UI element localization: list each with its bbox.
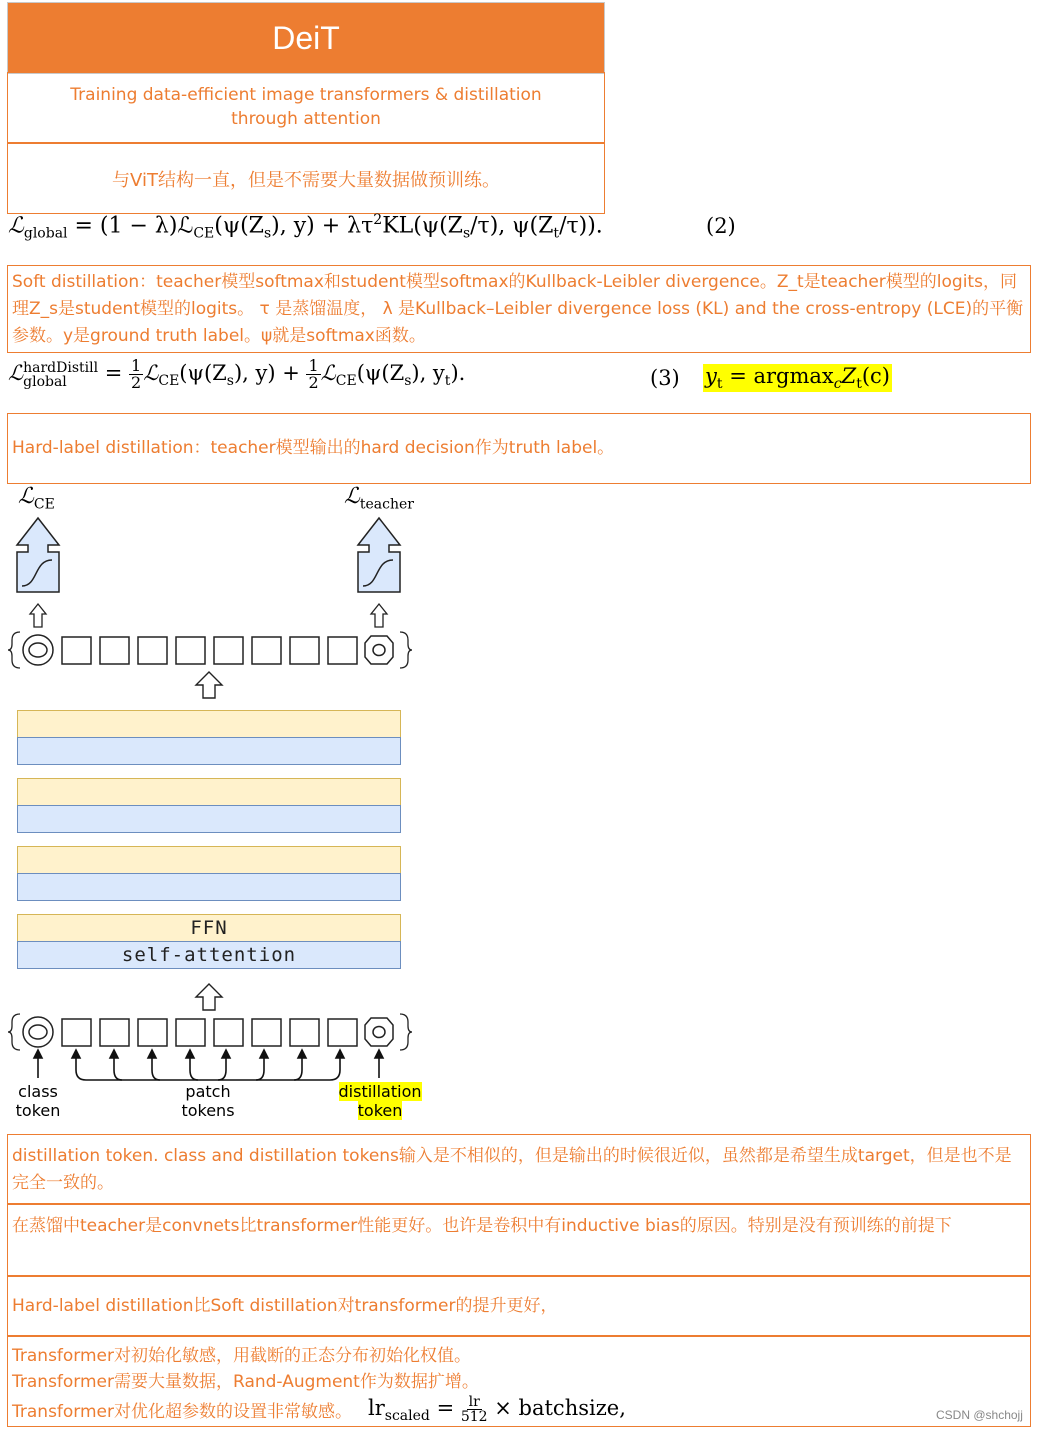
training-tips-note (7, 1336, 1031, 1427)
teacher-head-icon (358, 518, 400, 592)
watermark: CSDN @shchojj (936, 1408, 1023, 1422)
soft-distillation-equation: ℒ$_{global}$ = $(1 - \lambda)ℒ_{CE}(\psi(Z_s)$, $y) + \lambda\tau^2KL(\psi(Z_s/\tau)$, $\psi(Z_t/\tau)$). (8, 212, 603, 242)
tip-hyperparameters: Transformer对优化超参数的设置非常敏感。 $lr_{scaled}$ = $\frac{lr}{512}$ × batchsize, (12, 1395, 1026, 1429)
yt-definition: $y_t = argmax_cZ_t(c)$ (705, 364, 890, 393)
equation-number-2: (2) (706, 214, 736, 238)
loss-ce-label: ℒ$_{CE}$ (18, 484, 55, 513)
equation-number-3: (3) (650, 366, 680, 390)
distillation-token-note: distillation token. class and distillation tokens输入是不相似的，但是输出的时候很近似，虽然都是希望生成target，但是也不是完全一致的。 (7, 1134, 1031, 1204)
title-banner (7, 2, 605, 74)
ffn-layer: FFN (17, 914, 401, 942)
lr-scaling-equation: $lr_{scaled}$ = $\frac{lr}{512}$ × batchsize, (368, 1394, 626, 1425)
deit-architecture-diagram (0, 482, 440, 1127)
attention-layer-3 (17, 873, 401, 901)
subtitle-box (7, 72, 605, 143)
class-token-label: class token (15, 1082, 61, 1120)
soft-distillation-note: Soft distillation：teacher模型softmax和student模型softmax的Kullback-Leibler divergence。Z_t是teacher模型的logits，同理Z_s是student模型的logits。 τ 是蒸馏温度， λ 是Kullback–Leibler divergence loss (KL) and the cross-entropy (LCE)的平衡参数。y是ground truth label。ψ就是softmax函数。 (7, 265, 1031, 353)
ffn-layer-2 (17, 778, 401, 806)
hard-distillation-note: Hard-label distillation：teacher模型输出的hard decision作为truth label。 (7, 413, 1031, 484)
page-title: DeiT (272, 19, 340, 56)
attention-layer-2 (17, 805, 401, 833)
loss-teacher-label: ℒ$_{teacher}$ (344, 484, 414, 513)
tip-initialization: Transformer对初始化敏感，用截断的正态分布初始化权值。 (12, 1346, 472, 1366)
summary-box (7, 143, 605, 214)
attention-layer-1 (17, 737, 401, 765)
hard-distillation-equation: ℒ hardDistill global = $\frac{1}{2}$ $ℒ_{CE}(\psi(Z_s)$, y) + $\frac{1}{2}$ $ℒ_{CE}(\psi(Z_s)$, $y_t$). (8, 356, 466, 392)
patch-tokens-label: patch tokens (181, 1082, 235, 1120)
ffn-layer-3 (17, 846, 401, 874)
ffn-layer-1 (17, 710, 401, 738)
distillation-token-label: distillation token (338, 1082, 422, 1120)
output-token-row (8, 632, 412, 668)
summary-text: 与ViT结构一直，但是不需要大量数据做预训练。 (112, 169, 500, 191)
hard-label-better-note: Hard-label distillation比Soft distillation对transformer的提升更好， (7, 1276, 1031, 1336)
self-attention-layer: self-attention (17, 941, 401, 969)
paper-title: Training data-efficient image transformers & distillation through attention (70, 85, 542, 129)
input-token-row (8, 1014, 412, 1050)
ce-head-icon (17, 518, 59, 592)
convnets-teacher-note: 在蒸馏中teacher是convnets比transformer性能更好。也许是卷积中有inductive bias的原因。特别是没有预训练的前提下 (7, 1204, 1031, 1276)
tip-augmentation: Transformer需要大量数据，Rand-Augment作为数据扩增。 (12, 1372, 479, 1392)
